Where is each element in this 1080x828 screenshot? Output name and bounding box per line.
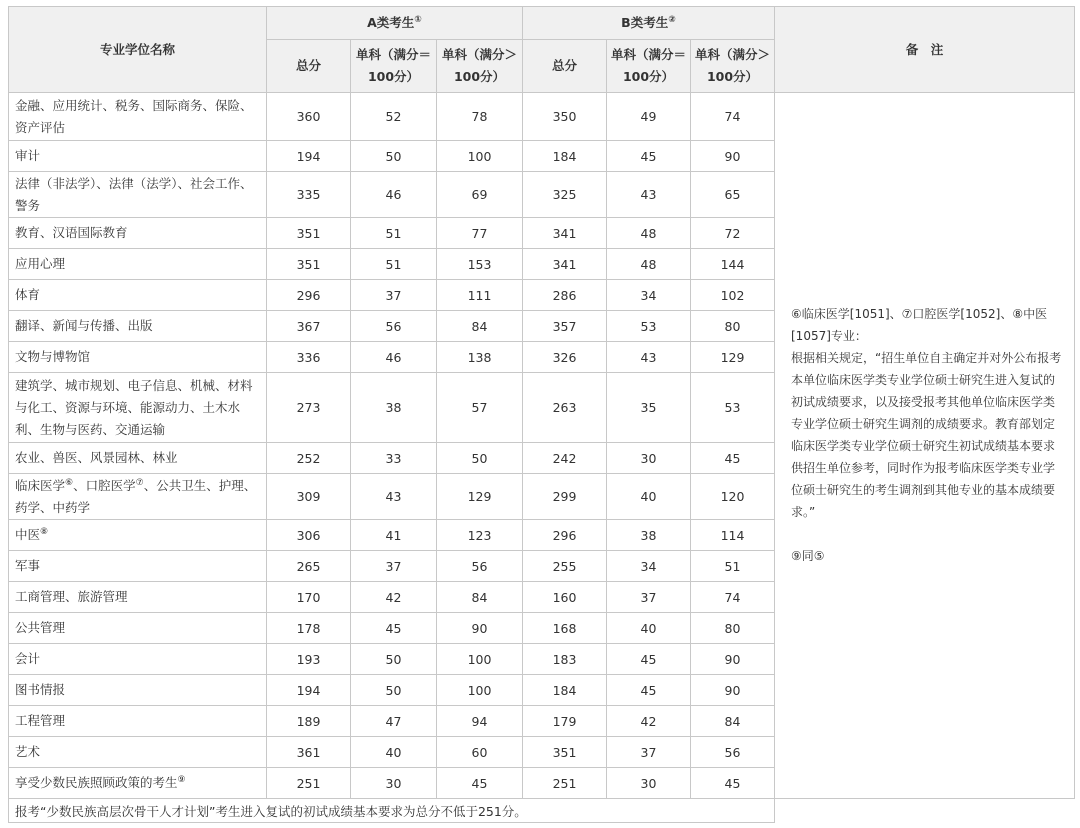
cell-a-single-eq: 43 <box>351 474 437 520</box>
cell-b-single-eq: 37 <box>607 737 691 768</box>
cell-a-single-eq: 51 <box>351 218 437 249</box>
cell-b-single-gt: 65 <box>691 172 775 218</box>
cell-b-single-gt: 84 <box>691 706 775 737</box>
note-medical-body: 根据相关规定，“招生单位自主确定并对外公布报考本单位临床医学类专业学位硕士研究生进入复试的初试成绩要求，以及接受报考其他单位临床医学类专业学位硕士研究生调剂的成绩要求。教育部划定临床医学类专业学位硕士研究生初试成绩基本要求供招生单位参考，同时作为报考临床医学类专业学位硕士研究生的考生调剂到其他专业的基本成绩要求。” <box>791 351 1062 519</box>
row-name: 应用心理 <box>9 249 267 280</box>
note-gap <box>791 523 1066 545</box>
row-name-mark: ⑨ <box>177 774 186 785</box>
cell-a-single-gt: 50 <box>437 443 523 474</box>
cell-a-single-eq: 42 <box>351 582 437 613</box>
note-minority: ⑨同⑤ <box>791 549 825 563</box>
cell-a-single-eq: 45 <box>351 613 437 644</box>
row-name: 金融、应用统计、税务、国际商务、保险、资产评估 <box>9 93 267 141</box>
cell-b-total: 286 <box>523 280 607 311</box>
cell-a-single-gt: 153 <box>437 249 523 280</box>
header-group-a <box>267 7 523 40</box>
header-group-b <box>523 7 775 40</box>
cell-b-total: 341 <box>523 249 607 280</box>
header-major-name: 专业学位名称 <box>9 7 267 93</box>
row-name: 工商管理、旅游管理 <box>9 582 267 613</box>
row-name: 农业、兽医、风景园林、林业 <box>9 443 267 474</box>
row-name: 教育、汉语国际教育 <box>9 218 267 249</box>
cell-b-single-gt: 56 <box>691 737 775 768</box>
cell-b-single-gt: 90 <box>691 675 775 706</box>
cell-a-single-gt: 129 <box>437 474 523 520</box>
medical-part-2: 、口腔医学 <box>73 477 136 493</box>
score-table <box>8 6 1075 823</box>
note-medical-heading: ⑥临床医学[1051]、⑦口腔医学[1052]、⑧中医[1057]专业： <box>791 307 1048 343</box>
cell-a-total: 351 <box>267 249 351 280</box>
cell-b-single-gt: 102 <box>691 280 775 311</box>
cell-a-single-eq: 50 <box>351 141 437 172</box>
cell-b-single-eq: 34 <box>607 551 691 582</box>
cell-a-single-gt: 84 <box>437 311 523 342</box>
cell-b-single-gt: 51 <box>691 551 775 582</box>
row-name-text: 享受少数民族照顾政策的考生 <box>15 775 178 790</box>
row-name <box>9 768 267 799</box>
cell-b-single-gt: 74 <box>691 93 775 141</box>
row-name: 军事 <box>9 551 267 582</box>
cell-a-total: 335 <box>267 172 351 218</box>
cell-b-single-gt: 120 <box>691 474 775 520</box>
cell-b-single-eq: 49 <box>607 93 691 141</box>
score-table-container <box>8 6 1075 823</box>
row-name-mark: ⑧ <box>40 526 49 537</box>
header-group-a-label: A类考生 <box>367 15 415 30</box>
row-name: 体育 <box>9 280 267 311</box>
cell-a-total: 194 <box>267 675 351 706</box>
cell-a-total: 189 <box>267 706 351 737</box>
cell-a-single-gt: 60 <box>437 737 523 768</box>
cell-a-total: 351 <box>267 218 351 249</box>
cell-b-single-gt: 90 <box>691 644 775 675</box>
cell-b-total: 179 <box>523 706 607 737</box>
cell-a-single-gt: 69 <box>437 172 523 218</box>
cell-a-single-gt: 78 <box>437 93 523 141</box>
cell-a-single-eq: 50 <box>351 644 437 675</box>
cell-b-single-eq: 48 <box>607 249 691 280</box>
cell-a-single-eq: 40 <box>351 737 437 768</box>
cell-a-single-gt: 111 <box>437 280 523 311</box>
cell-a-single-eq: 33 <box>351 443 437 474</box>
table-row <box>9 93 1075 141</box>
cell-b-single-eq: 45 <box>607 141 691 172</box>
cell-b-single-eq: 38 <box>607 520 691 551</box>
cell-a-single-gt: 90 <box>437 613 523 644</box>
cell-b-single-gt: 90 <box>691 141 775 172</box>
header-b-single-eq: 单科（满分＝100分） <box>607 40 691 93</box>
cell-a-single-eq: 46 <box>351 342 437 373</box>
cell-b-single-eq: 43 <box>607 342 691 373</box>
cell-b-single-eq: 40 <box>607 474 691 520</box>
cell-a-single-gt: 100 <box>437 141 523 172</box>
cell-b-total: 160 <box>523 582 607 613</box>
cell-b-total: 168 <box>523 613 607 644</box>
row-name-medical <box>9 474 267 520</box>
cell-a-single-eq: 47 <box>351 706 437 737</box>
cell-a-total: 252 <box>267 443 351 474</box>
medical-part-1: 临床医学 <box>15 477 66 493</box>
cell-a-total: 265 <box>267 551 351 582</box>
medical-part-3: 、公共卫生、护理、药学、中药学 <box>15 477 257 515</box>
cell-b-single-eq: 30 <box>607 768 691 799</box>
cell-b-total: 326 <box>523 342 607 373</box>
cell-b-single-eq: 48 <box>607 218 691 249</box>
cell-a-total: 309 <box>267 474 351 520</box>
cell-b-single-eq: 37 <box>607 582 691 613</box>
cell-a-total: 361 <box>267 737 351 768</box>
cell-a-single-eq: 56 <box>351 311 437 342</box>
cell-a-total: 194 <box>267 141 351 172</box>
cell-b-single-eq: 40 <box>607 613 691 644</box>
cell-b-single-gt: 80 <box>691 613 775 644</box>
cell-b-total: 184 <box>523 675 607 706</box>
medical-mark-1: ⑥ <box>65 477 74 488</box>
cell-b-total: 341 <box>523 218 607 249</box>
header-a-single-eq: 单科（满分＝100分） <box>351 40 437 93</box>
cell-b-total: 251 <box>523 768 607 799</box>
cell-b-single-eq: 53 <box>607 311 691 342</box>
cell-a-single-gt: 84 <box>437 582 523 613</box>
cell-a-single-eq: 51 <box>351 249 437 280</box>
header-group-a-mark: ① <box>414 14 422 25</box>
cell-b-single-gt: 74 <box>691 582 775 613</box>
cell-b-single-eq: 35 <box>607 373 691 443</box>
cell-a-single-eq: 38 <box>351 373 437 443</box>
cell-b-total: 351 <box>523 737 607 768</box>
cell-a-single-eq: 52 <box>351 93 437 141</box>
cell-a-total: 193 <box>267 644 351 675</box>
cell-a-total: 273 <box>267 373 351 443</box>
cell-a-single-gt: 77 <box>437 218 523 249</box>
cell-a-single-gt: 57 <box>437 373 523 443</box>
header-group-b-label: B类考生 <box>621 15 669 30</box>
cell-a-single-gt: 45 <box>437 768 523 799</box>
cell-b-single-eq: 45 <box>607 675 691 706</box>
cell-b-single-gt: 72 <box>691 218 775 249</box>
cell-b-single-gt: 45 <box>691 768 775 799</box>
row-name: 图书情报 <box>9 675 267 706</box>
header-a-total: 总分 <box>267 40 351 93</box>
header-b-total: 总分 <box>523 40 607 93</box>
cell-b-total: 263 <box>523 373 607 443</box>
cell-a-total: 336 <box>267 342 351 373</box>
cell-a-single-eq: 50 <box>351 675 437 706</box>
cell-a-single-eq: 30 <box>351 768 437 799</box>
cell-a-total: 178 <box>267 613 351 644</box>
cell-b-total: 184 <box>523 141 607 172</box>
cell-b-total: 242 <box>523 443 607 474</box>
cell-a-single-eq: 37 <box>351 280 437 311</box>
cell-a-total: 296 <box>267 280 351 311</box>
cell-b-single-gt: 45 <box>691 443 775 474</box>
cell-b-single-gt: 80 <box>691 311 775 342</box>
cell-b-single-eq: 43 <box>607 172 691 218</box>
header-notes: 备 注 <box>775 7 1075 93</box>
cell-a-single-gt: 100 <box>437 675 523 706</box>
cell-b-total: 299 <box>523 474 607 520</box>
medical-mark-2: ⑦ <box>135 477 144 488</box>
cell-b-total: 296 <box>523 520 607 551</box>
cell-b-total: 255 <box>523 551 607 582</box>
cell-b-single-eq: 30 <box>607 443 691 474</box>
cell-b-single-eq: 42 <box>607 706 691 737</box>
cell-b-single-gt: 114 <box>691 520 775 551</box>
row-name: 文物与博物馆 <box>9 342 267 373</box>
row-name <box>9 520 267 551</box>
header-group-b-mark: ② <box>668 14 676 25</box>
cell-b-total: 357 <box>523 311 607 342</box>
cell-a-total: 170 <box>267 582 351 613</box>
cell-b-single-eq: 34 <box>607 280 691 311</box>
cell-b-total: 350 <box>523 93 607 141</box>
cell-a-total: 367 <box>267 311 351 342</box>
header-a-single-gt: 单科（满分＞100分） <box>437 40 523 93</box>
cell-a-single-gt: 100 <box>437 644 523 675</box>
footer-row <box>9 799 1075 823</box>
row-name: 翻译、新闻与传播、出版 <box>9 311 267 342</box>
cell-a-total: 251 <box>267 768 351 799</box>
cell-b-single-gt: 53 <box>691 373 775 443</box>
row-name: 审计 <box>9 141 267 172</box>
row-name: 艺术 <box>9 737 267 768</box>
cell-b-single-eq: 45 <box>607 644 691 675</box>
cell-a-total: 306 <box>267 520 351 551</box>
cell-b-total: 183 <box>523 644 607 675</box>
notes-cell <box>775 93 1075 799</box>
row-name: 法律（非法学）、法律（法学）、社会工作、警务 <box>9 172 267 218</box>
cell-b-single-gt: 144 <box>691 249 775 280</box>
cell-a-single-eq: 46 <box>351 172 437 218</box>
row-name: 建筑学、城市规划、电子信息、机械、材料与化工、资源与环境、能源动力、土木水利、生物与医药、交通运输 <box>9 373 267 443</box>
cell-b-single-gt: 129 <box>691 342 775 373</box>
cell-a-single-gt: 94 <box>437 706 523 737</box>
row-name: 会计 <box>9 644 267 675</box>
cell-a-total: 360 <box>267 93 351 141</box>
cell-a-single-eq: 41 <box>351 520 437 551</box>
cell-a-single-gt: 138 <box>437 342 523 373</box>
row-name: 公共管理 <box>9 613 267 644</box>
cell-a-single-gt: 123 <box>437 520 523 551</box>
cell-a-single-eq: 37 <box>351 551 437 582</box>
row-name-text: 中医 <box>15 527 41 542</box>
cell-a-single-gt: 56 <box>437 551 523 582</box>
cell-b-total: 325 <box>523 172 607 218</box>
footer-note: 报考“少数民族高层次骨干人才计划”考生进入复试的初试成绩基本要求为总分不低于251分。 <box>9 799 775 823</box>
row-name: 工程管理 <box>9 706 267 737</box>
header-b-single-gt: 单科（满分＞100分） <box>691 40 775 93</box>
